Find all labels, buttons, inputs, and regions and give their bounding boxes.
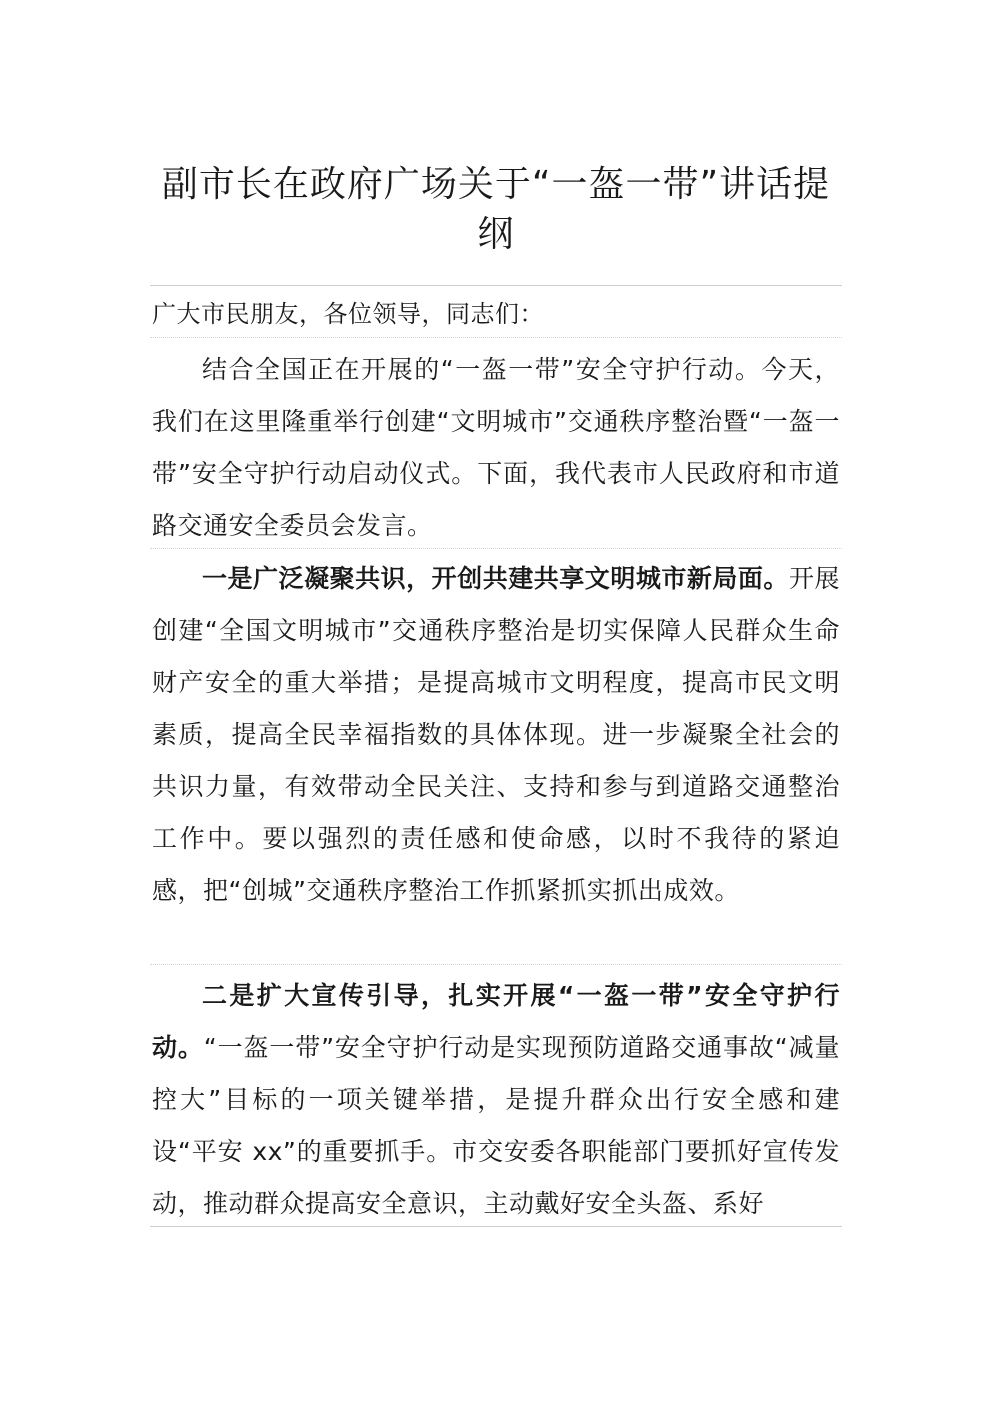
- divider: [150, 337, 842, 338]
- salutation: 广大市民朋友，各位领导，同志们：: [152, 300, 544, 328]
- title-line-2: 纲: [477, 214, 515, 255]
- divider: [150, 548, 842, 549]
- paragraph-heading: 二是扩大宣传引导，扎实开展“一盔一带”安全守护行动。: [152, 981, 840, 1062]
- paragraph-heading: 一是广泛凝聚共识，开创共建共享文明城市新局面。: [202, 564, 789, 593]
- page-bottom-divider: [150, 1226, 842, 1227]
- paragraph-body: “一盔一带”安全守护行动是实现预防道路交通事故“减量控大”目标的一项关键举措，是提升群众出行安全感和建设“平安 xx”的重要抓手。市交安委各职能部门要抓好宣传发动，推动群众提高安全意识，主动戴好安全头盔、系好: [152, 1033, 840, 1218]
- paragraph-point-2: [152, 970, 840, 1230]
- paragraph-intro: 结合全国正在开展的“一盔一带”安全守护行动。今天，我们在这里隆重举行创建“文明城市”交通秩序整治暨“一盔一带”安全守护行动启动仪式。下面，我代表市人民政府和市道路交通安全委员会发言。: [152, 355, 840, 540]
- document-title: [150, 160, 842, 260]
- title-line-1: 副市长在政府广场关于“一盔一带”讲话提: [161, 164, 831, 205]
- paragraph-body: 开展创建“全国文明城市”交通秩序整治是切实保障人民群众生命财产安全的重大举措；是提高城市文明程度，提高市民文明素质，提高全民幸福指数的具体体现。进一步凝聚全社会的共识力量，有效带动全民关注、支持和参与到道路交通整治工作中。要以强烈的责任感和使命感，以时不我待的紧迫感，把“创城”交通秩序整治工作抓紧抓实抓出成效。: [152, 564, 840, 905]
- paragraph-point-1: [152, 553, 840, 917]
- title-divider: [150, 285, 842, 286]
- divider: [150, 964, 842, 965]
